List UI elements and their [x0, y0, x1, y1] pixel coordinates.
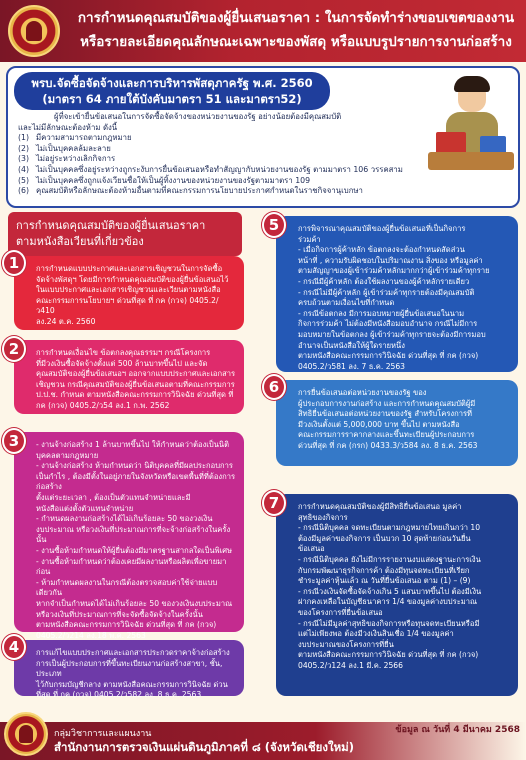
card-number-badge: 5: [262, 212, 286, 238]
card-text-line: 0405.2/ว581 ลง. 7 ธ.ค. 2563: [298, 361, 406, 371]
card-text-line: - กรณีข้อตกลง มีการมอบหมายผู้ยื่นข้อเสนอในนาม: [298, 308, 465, 318]
card-text-line: สุทธิของกิจการ: [298, 512, 348, 522]
card-text-line: - เมื่อกิจการผู้ค้าหลัก ข้อตกลงจะต้องกำหนดสัดส่วน: [298, 245, 465, 255]
card-text-line: ตามหนังสือคณะกรรมการวินิจฉัย ด่วนที่สุด ที่ กค (กวจ): [298, 351, 479, 361]
header-banner: [0, 0, 526, 62]
card-text-line: เป็นกำไร , ต้องมีตั้งในอยู่ภายในจังหวัดหรือเขตพื้นที่ที่ต้องการก่อสร้าง: [36, 471, 236, 492]
card-number-badge: 3: [2, 428, 26, 454]
requirement-item: [18, 144, 418, 155]
card-number-badge: 7: [262, 490, 286, 516]
card-text-line: ผู้ประกอบการงานก่อสร้าง และการกำหนดคุณสมบัติผู้มี: [298, 398, 476, 408]
card-text-line: ตามหนังสือคณะกรรมการวินิจฉัย ด่วนที่สุด ที่ กค (กวจ): [298, 650, 479, 660]
card-text-line: ตามหนังสือคณะกรรมการวินิจฉัย ด่วนที่สุด ที่ กค (กวจ): [36, 620, 217, 630]
footer-department: กลุ่มวิชาการและแผนงาน: [54, 729, 152, 739]
requirement-item: [18, 154, 418, 165]
card-text-line: การพิจารณาคุณสมบัติของผู้ยื่นข้อเสนอที่เป็นกิจการ: [298, 224, 466, 233]
card-text-line: การกำหนดแบบประกาศและเอกสารเชิญชวนในการจัดซื้อ: [36, 264, 223, 273]
card-text-line: - งานจ้างก่อสร้าง ห้ามกำหนดว่า นิติบุคคลที่มีผลประกอบการ: [36, 461, 233, 471]
circular-card-1: [14, 256, 244, 330]
agency-logo: [8, 5, 60, 57]
card-text-line: 0405.2/ว124 ลง.1 มี.ค. 2566: [298, 660, 403, 670]
card-text-line: - ห้ามกำหนดผลงานในกรณีต้องตรวจสอบค่าใช้จ่ายแบบเดียวกัน: [36, 577, 218, 598]
card-text-line: - กรณีนิติบุคคล จดทะเบียนตามกฎหมายไทยเกินกว่า 10: [298, 523, 481, 533]
requirement-item: [18, 133, 418, 144]
card-number-badge: 2: [2, 336, 26, 362]
card-text-line: เชิญชวน กรณีคุณสมบัติของผู้ยื่นข้อเสนอตามที่คณะกรรมการ: [36, 379, 235, 389]
card-text-line: ตั้งแต่ระยะเวลา , ต้องเป็นตัวแทนจำหน่ายและมี: [36, 492, 191, 502]
requirement-text: คุณสมบัติหรือลักษณะต้องห้ามอื่นตามที่คณะกรรมการนโยบายประกาศกำหนดในราชกิจจานุเบกษา: [36, 186, 363, 196]
card-text-line: อำนาจเป็นหนังสือให้ผู้ใดรายหนึ่ง: [298, 340, 405, 350]
card-text-line: ของโครงการที่ยื่นข้อเสนอ: [298, 607, 383, 617]
circular-card-4: [14, 640, 244, 700]
section-title-line-2: ตามหนังสือเวียนที่เกี่ยวข้อง: [16, 235, 144, 248]
card-text-line: ข้อเสนอ: [298, 544, 325, 554]
card-text-line: จัดจ้างพัสดุฯ โดยมีการกำหนดคุณสมบัติของผู้ยื่นข้อเสนอไว้: [36, 274, 229, 284]
requirements-lead-2: และไม่มีลักษณะต้องห้าม ดังนี้: [18, 122, 118, 132]
requirement-number: (3): [18, 154, 30, 164]
card-text-line: การกำหนดเงื่อนไข ข้อตกลงคุณธรรมฯ กรณีโครงการ: [36, 348, 211, 357]
act-title-pill: [14, 72, 330, 110]
requirement-text: ไม่เป็นบุคคลซึ่งถูกแจ้งเวียนชื่อให้เป็นผู้ทิ้งงานของหน่วยงานของรัฐตามมาตรา 109: [36, 175, 311, 185]
card-text-line: ไว้กับกรมบัญชีกลาง ตามหนังสือคณะกรรมการวินิจฉัย ด่วน: [36, 679, 228, 689]
title-line-1: การกำหนดคุณสมบัติของผู้ยื่นเสนอราคา : ในการจัดทำร่างขอบเขตของงาน: [77, 10, 515, 26]
card-number-badge: 1: [2, 250, 26, 276]
title-line-2: หรือรายละเอียดคุณลักษณะเฉพาะของพัสดุ หรือแบบรูปรายการงานก่อสร้าง: [80, 34, 512, 50]
card-number-badge: 4: [2, 634, 26, 660]
card-text-line: - กรณีไม่มีผู้ค้าหลัก ผู้เข้าร่วมค้าทุกรายต้องมีคุณสมบัติ: [298, 287, 475, 297]
requirement-number: (1): [18, 133, 30, 143]
card-text-line: หน้าที่ , ความรับผิดชอบในปริมาณงาน สิ่งของ หรือมูลค่า: [298, 255, 483, 265]
act-requirements-panel: [6, 66, 520, 208]
card-text-line: หนังสือแต่งตั้งตัวแทนจำหน่าย: [36, 503, 134, 513]
card-text-line: - งานซื้อห้ามกำหนดให้ผู้ยื่นต้องมีมาตรฐานสากลใดเป็นพิเศษ: [36, 545, 233, 555]
requirement-number: (4): [18, 164, 30, 174]
card-text-line: บุคคลตามกฎหมาย: [36, 450, 99, 460]
card-text-line: กค (กวจ) 0405.2/ว54 ลง.1 ก.พ. 2562: [36, 400, 170, 410]
card-text-line: การกำหนดคุณสมบัติของผู้มีสิทธิยื่นข้อเสนอ มูลค่า: [298, 502, 462, 511]
card-text-line: ร่วมค้า: [298, 234, 321, 244]
card-text-line: ชำระมูลค่าหุ้นแล้ว ณ วันที่ยื่นข้อเสนอ ตาม (1) – (9): [298, 576, 471, 586]
card-text-line: กับกรมพัฒนาธุรกิจการค้า ต้องมีทุนจดทะเบียนที่เรียก: [298, 565, 470, 575]
card-text-line: กิจการร่วมค้า ไม่ต้องมีหนังสือมอบอำนาจ กรณีไม่มีการ: [298, 319, 478, 329]
card-text-line: สิทธิยื่นข้อเสนอต่อหน่วยงานของรัฐ สำหรับโครงการที่: [298, 409, 473, 419]
requirement-text: ไม่เป็นบุคคลซึ่งอยู่ระหว่างถูกระงับการยื่นข้อเสนอหรือทำสัญญากับหน่วยงานของรัฐ ตามมาตรา 106 วรรคสาม: [36, 164, 403, 174]
card-text-line: - กำหนดผลงานก่อสร้างได้ไม่เกินร้อยละ 50 ของวงเงิน: [36, 514, 213, 524]
circular-card-3: [14, 432, 244, 640]
act-title: พรบ.จัดซื้อจัดจ้างและการบริหารพัสดุภาครัฐ พ.ศ. 2560: [31, 76, 313, 90]
card-text-line: - กรณีไม่มีมูลค่าสุทธิของกิจการหรือทุนจดทะเบียนหรือมี: [298, 618, 480, 628]
card-text-line: - งานจ้างก่อสร้าง 1 ล้านบาทขึ้นไป ให้กำหนดว่าต้องเป็นนิติ: [36, 440, 230, 449]
card-text-line: มอบหมายในข้อตกลง ผู้เข้าร่วมค้าทุกรายจะต้องมีการมอบ: [298, 329, 486, 339]
requirement-item: [18, 165, 418, 176]
card-text-line: การยื่นข้อเสนอต่อหน่วยงานของรัฐ ของ: [298, 388, 427, 397]
requirement-item: [18, 176, 418, 187]
card-text-line: ด่วนที่สุด ที่ กค (กรก) 0433.3/ว584 ลง. 8 ธ.ค. 2563: [298, 440, 478, 450]
card-text-line: ป.ป.ช. กำหนด ตามหนังสือคณะกรรมการวินิจฉัย ด่วนที่สุด ที่: [36, 390, 234, 400]
card-text-line: คุณสมบัติของผู้ยื่นข้อเสนอฯ ออกจากแบบประกาศและเอกสาร: [36, 369, 236, 379]
requirement-number: (5): [18, 175, 30, 185]
update-date: ข้อมูล ณ วันที่ 4 มีนาคม 2568: [395, 725, 520, 735]
officer-illustration: [428, 74, 514, 170]
card-text-line: - กรณีวงเงินจัดซื้อจัดจ้างเกิน 5 แสนบาทขึ้นไป ต้องมีเงิน: [298, 586, 482, 596]
section-title-line-1: การกำหนดคุณสมบัติของผู้ยื่นเสนอราคา: [16, 219, 206, 232]
requirement-text: มีความสามารถตามกฎหมาย: [36, 133, 132, 143]
card-text-line: งบประมาณของโครงการที่ยื่น: [298, 639, 394, 649]
card-text-line: มีวงเงินตั้งแต่ 5,000,000 บาท ขึ้นไป ตามหนังสือ: [298, 419, 460, 429]
requirement-text: ไม่เป็นบุคคลล้มละลาย: [36, 143, 111, 153]
card-text-line: ในแบบประกาศและเอกสารเชิญชวนและเวียนตามหนังสือ: [36, 285, 221, 295]
act-section: (มาตรา 64 ภายใต้บังคับมาตรา 51 และมาตรา52): [42, 92, 302, 106]
circular-card-6: [276, 380, 518, 466]
footer-logo: [4, 712, 48, 756]
card-text-line: ต้องมีมูลค่าของกิจการ เป็นบวก 10 สุดท้ายก่อนวันยื่น: [298, 533, 471, 543]
card-text-line: - งานซื้อห้ามกำหนดว่าต้องเคยมีผลงานหรือผลิตเพื่อขายมาก่อน: [36, 556, 227, 577]
circular-card-7: [276, 494, 518, 696]
card-text-line: ฝากคงเหลือในบัญชีธนาคาร 1/4 ของมูลค่างบประมาณ: [298, 597, 478, 607]
circular-card-2: [14, 340, 244, 414]
card-text-line: ตามสัญญาของผู้เข้าร่วมค้าหลักมากกว่าผู้เข้าร่วมค้าทุกราย: [298, 266, 490, 276]
card-text-line: - กรณีนิติบุคคล ยังไม่มีการรายงานงบแสดงฐานะการเงิน: [298, 554, 481, 564]
circular-card-5: [276, 216, 518, 372]
requirement-number: (2): [18, 143, 30, 153]
card-text-line: แต่ไม่เพียงพอ ต้องมีวงเงินสินเชื่อ 1/4 ของมูลค่า: [298, 629, 454, 639]
requirement-text: ไม่อยู่ระหว่างเลิกกิจการ: [36, 154, 116, 164]
requirement-item: [18, 186, 418, 197]
footer-office: สำนักงานการตรวจเงินแผ่นดินภูมิภาคที่ ๘ (จังหวัดเชียงใหม่): [54, 740, 355, 754]
card-text-line: 0405.2/ว214 ลง.18 พ.ค. 2563: [36, 630, 146, 640]
card-text-line: งบประมาณ หรือวงเงินที่ประมาณการที่จะจ้างก่อสร้างในครั้งนั้น: [36, 524, 231, 545]
card-text-line: ลง.24 ต.ค. 2560: [36, 316, 96, 326]
card-text-line: ที่มีวงเงินซื้อจัดจ้างตั้งแต่ 500 ล้านบาทขึ้นไป และจัด: [36, 358, 208, 368]
card-text-line: หรือวงเงินที่ประมาณการที่จะจัดซื้อจัดจ้างในครั้งนั้น: [36, 609, 203, 619]
card-text-line: หากจำเป็นกำหนดได้ไม่เกินร้อยละ 50 ของวงเงินงบประมาณ: [36, 598, 233, 608]
card-number-badge: 6: [262, 374, 286, 400]
requirements-lead: ผู้ที่จะเข้ายื่นข้อเสนอในการจัดซื้อจัดจ้างของหน่วยงานของรัฐ อย่างน้อยต้องมีคุณสมบัติ: [54, 112, 342, 121]
card-text-line: ครบถ้วนตามเงื่อนไขที่กำหนด: [298, 298, 395, 308]
card-text-line: คณะกรรมการนโยบายฯ ด่วนที่สุด ที่ กค (กวจ) 0405.2/ว410: [36, 295, 219, 316]
card-text-line: คณะกรรมการราคากลางและขึ้นทะเบียนผู้ประกอบการ: [298, 430, 475, 440]
card-text-line: การเป็นผู้ประกอบการที่ขึ้นทะเบียนงานก่อสร้างสาขา, ชั้น, ประเภท: [36, 658, 223, 679]
card-text-line: ที่สุด ที่ กค (กวจ) 0405.2/ว582 ลง. 8 ธ.ค. 2563: [36, 690, 202, 700]
page-title: [72, 6, 520, 54]
card-text-line: - กรณีมีผู้ค้าหลัก ต้องใช้ผลงานของผู้ค้าหลักรายเดียว: [298, 276, 470, 286]
card-text-line: การแก้ไขแบบประกาศและเอกสารประกวดราคาจ้างก่อสร้าง: [36, 648, 230, 657]
circulars-section-title: [8, 212, 242, 256]
requirements-list: [18, 112, 418, 197]
requirement-number: (6): [18, 186, 30, 196]
